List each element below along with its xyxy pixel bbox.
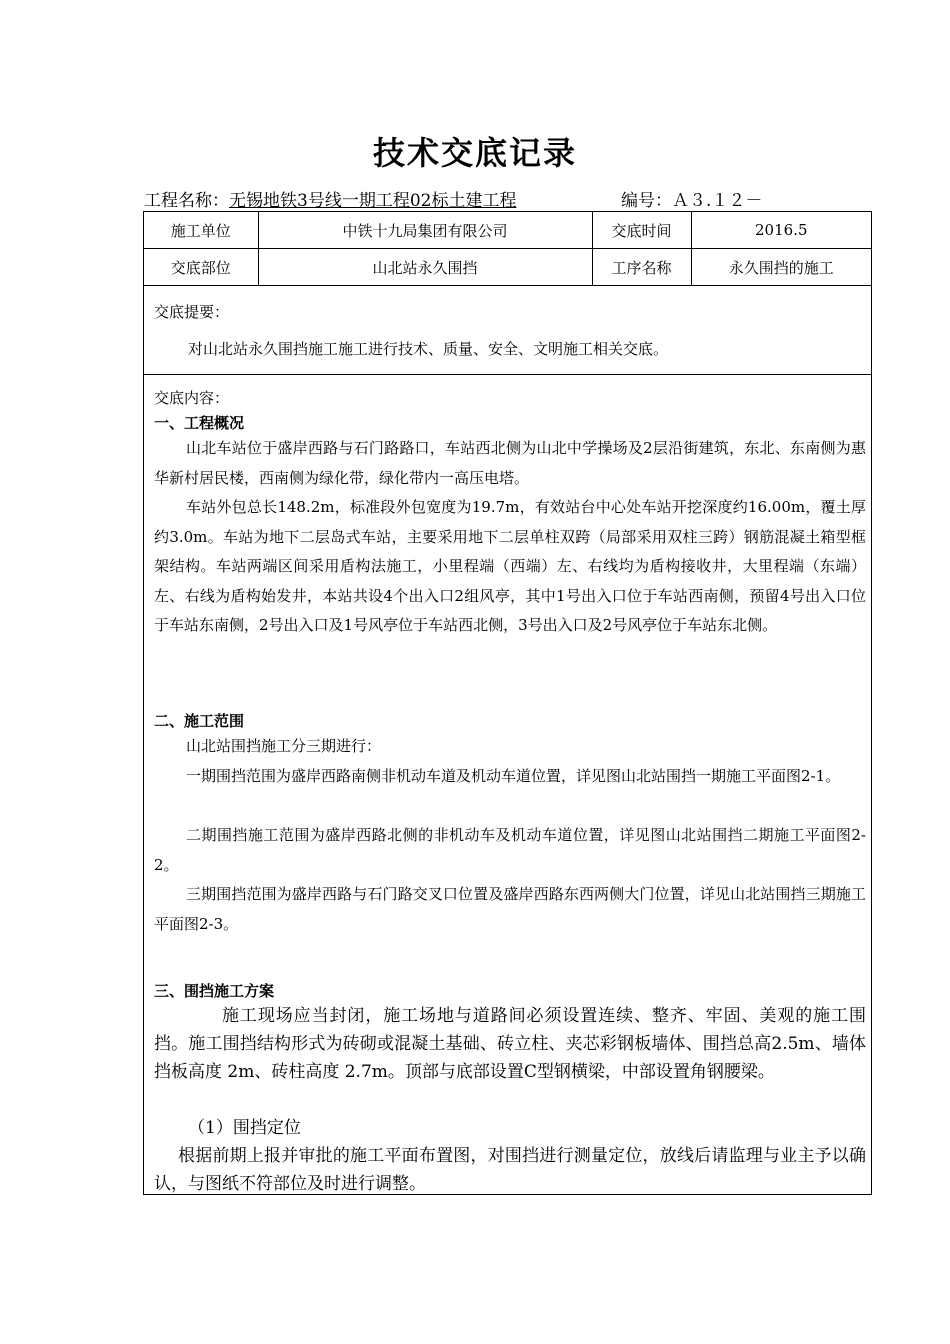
code-label: 编号： [621,191,672,211]
process-name-label: 工序名称 [592,249,691,286]
section-heading: 二、施工范围 [154,712,245,730]
record-sheet [143,211,872,1195]
paragraph: 施工现场应当封闭，施工场地与道路间必须设置连续、整齐、牢固、美观的施工围挡。施工围挡结构形式为砖砌或混凝土基础、砖立柱、夹芯彩钢板墙体、围挡总高2.5m、墙体挡板高度 2m、砖柱高度 2.7m。顶部与底部设置C型钢横梁，中部设置角钢腰梁。 [154,1006,866,1082]
briefing-part-value: 山北站永久围挡 [258,249,592,286]
paragraph: 三期围挡范围为盛岸西路与石门路交叉口位置及盛岸西路东西两侧大门位置，详见山北站围挡三期施工平面图2-3。 [154,885,866,933]
table-row [144,249,871,286]
paragraph: 二期围挡施工范围为盛岸西路北侧的非机动车及机动车道位置，详见图山北站围挡二期施工平面图2-2。 [154,826,866,874]
paragraph: 车站外包总长148.2m，标准段外包宽度为19.7m，有效站台中心处车站开挖深度约16.00m，覆土厚约3.0m。车站为地下二层岛式车站，主要采用地下二层单柱双跨（局部采用双柱三跨）钢筋混凝土箱型框架结构。车站两端区间采用盾构法施工，小里程端（西端）左、右线均为盾构接收井，大里程端（东端）左、右线为盾构始发井，本站共设4个出入口2组风亭，其中1号出入口位于车站西南侧，预留4号出入口位于车站东南侧，2号出入口及1号风亭位于车站西北侧，3号出入口及2号风亭位于车站东北侧。 [154,498,866,634]
summary-text: 对山北站永久围挡施工施工进行技术、质量、安全、文明施工相关交底。 [188,340,669,358]
info-table [144,212,871,286]
section-heading: 三、围挡施工方案 [154,982,275,1000]
paragraph: 一期围挡范围为盛岸西路南侧非机动车道及机动车道位置，详见图山北站围挡一期施工平面图2-1。 [186,767,841,785]
document-title: 技术交底记录 [372,134,577,172]
project-label: 工程名称： [144,191,229,211]
briefing-time-value: 2016.5 [691,212,871,249]
paragraph: 山北站围挡施工分三期进行： [186,737,382,755]
sub-heading: （1）围挡定位 [188,1118,301,1138]
briefing-time-label: 交底时间 [592,212,691,249]
code-value: Ａ３.１２－ [672,191,763,211]
section-heading: 一、工程概况 [154,414,245,432]
code-field [621,186,762,211]
table-row [144,212,871,249]
briefing-part-label: 交底部位 [144,249,258,286]
construction-unit-label: 施工单位 [144,212,258,249]
construction-unit-value: 中铁十九局集团有限公司 [258,212,592,249]
header-line [144,186,874,212]
project-name: 无锡地铁3号线一期工程02标土建工程 [229,191,517,211]
content-label: 交底内容： [154,389,230,407]
summary-label: 交底提要： [154,303,230,321]
paragraph: 山北车站位于盛岸西路与石门路路口，车站西北侧为山北中学操场及2层沿街建筑，东北、东南侧为惠华新村居民楼，西南侧为绿化带，绿化带内一高压电塔。 [154,439,866,487]
process-name-value: 永久围挡的施工 [691,249,871,286]
briefing-summary [144,286,871,375]
paragraph: 根据前期上报并审批的施工平面布置图，对围挡进行测量定位，放线后请监理与业主予以确认，与图纸不符部位及时进行调整。 [154,1146,866,1194]
